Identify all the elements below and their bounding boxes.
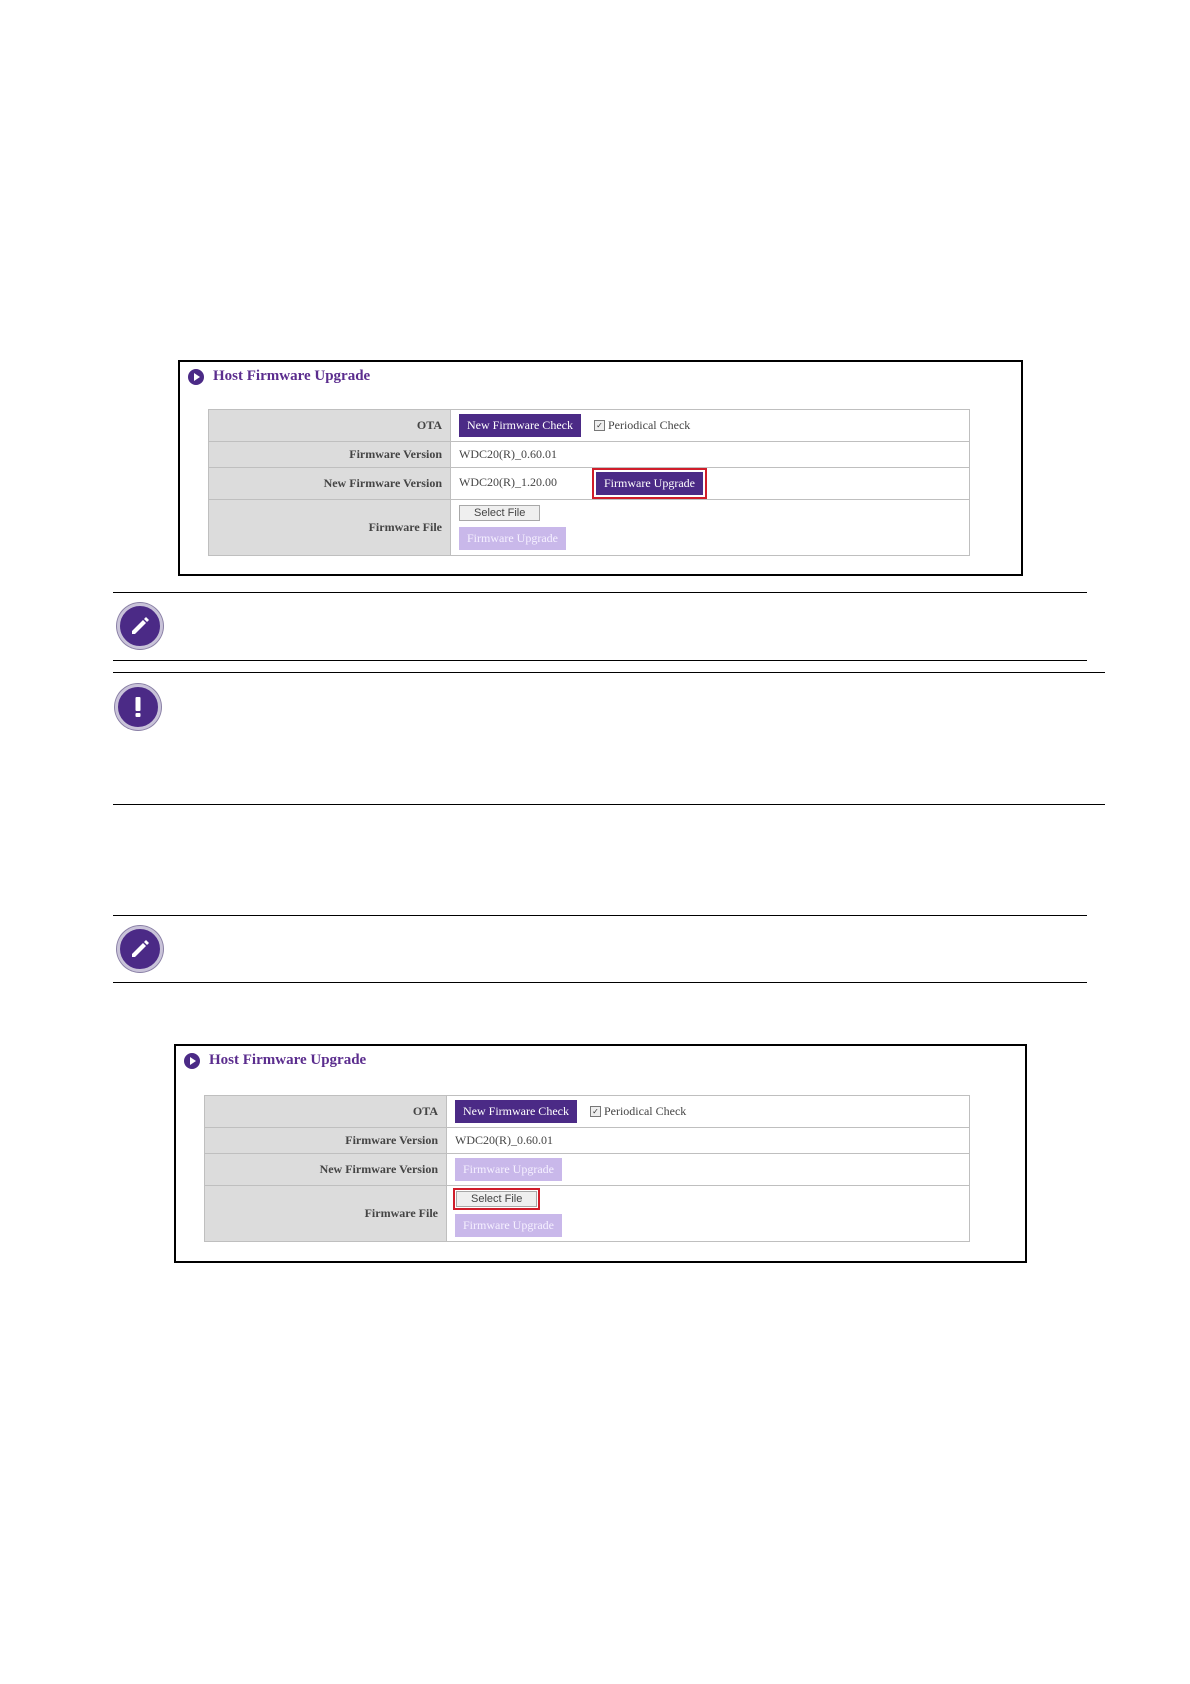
- firmware-table: [208, 409, 970, 556]
- periodical-check-label: Periodical Check: [607, 418, 691, 432]
- divider: [113, 804, 1105, 805]
- table-row: [205, 1186, 970, 1242]
- checkbox-icon[interactable]: ✓: [590, 1106, 601, 1117]
- table-row: [205, 1128, 970, 1154]
- note-callout: [117, 603, 163, 649]
- select-file-button[interactable]: Select File: [456, 1191, 537, 1207]
- exclamation-icon: [126, 695, 150, 719]
- firmware-version-label: Firmware Version: [205, 1128, 447, 1154]
- firmware-version-label: Firmware Version: [209, 442, 451, 468]
- firmware-file-label: Firmware File: [205, 1186, 447, 1242]
- firmware-table: [204, 1095, 970, 1242]
- firmware-screenshot-2: [174, 1044, 1027, 1263]
- new-firmware-check-button[interactable]: New Firmware Check: [455, 1100, 577, 1123]
- periodical-check-label: Periodical Check: [603, 1104, 687, 1118]
- warning-callout: [115, 684, 161, 730]
- play-circle-icon: [184, 1053, 200, 1069]
- table-row: [209, 500, 970, 556]
- select-file-button[interactable]: Select File: [459, 505, 540, 521]
- periodical-check[interactable]: [590, 1104, 686, 1119]
- panel-title-text: Host Firmware Upgrade: [213, 368, 371, 384]
- divider: [113, 592, 1087, 593]
- file-upgrade-button[interactable]: Firmware Upgrade: [459, 527, 566, 550]
- ota-label: OTA: [205, 1096, 447, 1128]
- highlight-box: [453, 1188, 540, 1210]
- new-firmware-version-value: WDC20(R)_1.20.00: [459, 475, 557, 490]
- table-row: [209, 442, 970, 468]
- note-callout: [117, 926, 163, 972]
- divider: [113, 672, 1105, 673]
- panel-title: [184, 1052, 366, 1069]
- firmware-upgrade-button[interactable]: Firmware Upgrade: [455, 1158, 562, 1181]
- new-firmware-version-label: New Firmware Version: [205, 1154, 447, 1186]
- pencil-icon: [128, 614, 152, 638]
- pencil-icon: [128, 937, 152, 961]
- table-row: [209, 468, 970, 500]
- new-firmware-version-label: New Firmware Version: [209, 468, 451, 500]
- divider: [113, 915, 1087, 916]
- firmware-version-value: WDC20(R)_0.60.01: [447, 1128, 970, 1154]
- periodical-check[interactable]: [594, 418, 690, 433]
- firmware-file-label: Firmware File: [209, 500, 451, 556]
- highlight-box: [592, 468, 707, 499]
- divider: [113, 982, 1087, 983]
- table-row: [205, 1096, 970, 1128]
- checkbox-icon[interactable]: ✓: [594, 420, 605, 431]
- table-row: [209, 410, 970, 442]
- play-circle-icon: [188, 369, 204, 385]
- divider: [113, 660, 1087, 661]
- table-row: [205, 1154, 970, 1186]
- ota-label: OTA: [209, 410, 451, 442]
- firmware-upgrade-button[interactable]: Firmware Upgrade: [596, 472, 703, 495]
- firmware-version-value: WDC20(R)_0.60.01: [451, 442, 970, 468]
- firmware-screenshot-1: [178, 360, 1023, 576]
- panel-title-text: Host Firmware Upgrade: [209, 1052, 367, 1068]
- new-firmware-check-button[interactable]: New Firmware Check: [459, 414, 581, 437]
- file-upgrade-button[interactable]: Firmware Upgrade: [455, 1214, 562, 1237]
- panel-title: [188, 368, 370, 385]
